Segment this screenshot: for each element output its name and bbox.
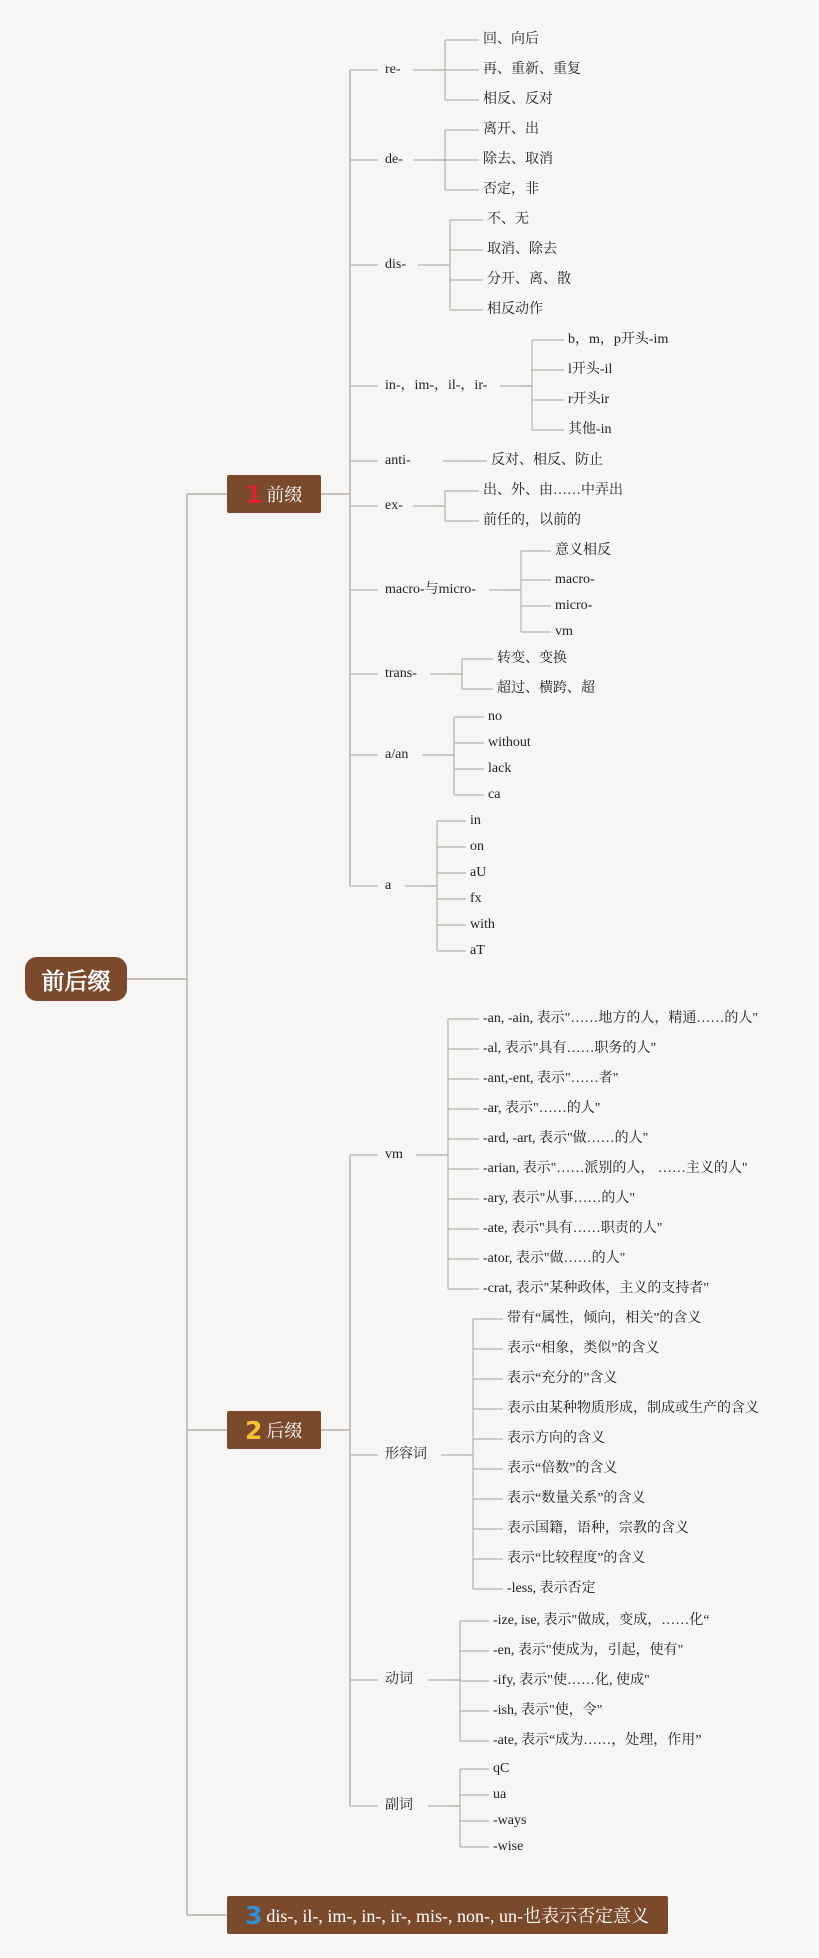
prefixes-child[interactable]: 离开、出 bbox=[483, 122, 539, 137]
prefixes-node[interactable]: a/an bbox=[385, 747, 409, 762]
prefixes-node[interactable]: de- bbox=[385, 152, 403, 167]
prefixes-child[interactable]: aU bbox=[470, 865, 487, 880]
suffixes-child[interactable]: ua bbox=[493, 1787, 507, 1802]
prefixes-child[interactable]: aT bbox=[470, 943, 485, 958]
prefixes-node[interactable]: macro-与micro- bbox=[385, 582, 476, 597]
prefixes-child[interactable]: 超过、横跨、超 bbox=[497, 681, 595, 696]
suffixes-child[interactable]: -ish, 表示"使，令" bbox=[493, 1703, 603, 1718]
prefixes-child[interactable]: no bbox=[488, 709, 502, 724]
suffixes-child[interactable]: 表示“数量关系”的含义 bbox=[507, 1491, 646, 1506]
number-2-icon: 2 bbox=[245, 1415, 263, 1445]
suffixes-child[interactable]: -an, -ain, 表示"……地方的人，精通……的人" bbox=[483, 1011, 759, 1026]
suffixes-child[interactable]: -ize, ise, 表示"做成，变成，……化“ bbox=[493, 1613, 710, 1628]
suffixes-node[interactable]: 动词 bbox=[385, 1672, 413, 1687]
prefixes-child[interactable]: macro- bbox=[555, 572, 595, 587]
prefixes-child[interactable]: 意义相反 bbox=[555, 543, 611, 558]
prefixes-child[interactable]: 反对、相反、防止 bbox=[491, 453, 603, 468]
category-label: 后缀 bbox=[266, 1421, 303, 1441]
prefixes-child[interactable]: 回、向后 bbox=[483, 32, 539, 47]
suffixes-child[interactable]: -wise bbox=[493, 1839, 524, 1854]
prefixes-child[interactable]: 前任的，以前的 bbox=[483, 513, 581, 528]
prefixes-child[interactable]: 再、重新、重复 bbox=[483, 62, 581, 77]
suffixes-child[interactable]: -en, 表示"使成为，引起，使有" bbox=[493, 1643, 684, 1658]
suffixes-child[interactable]: 表示由某种物质形成，制成或生产的含义 bbox=[507, 1401, 759, 1416]
prefixes-child[interactable]: fx bbox=[470, 891, 482, 906]
prefixes-child[interactable]: 转变、变换 bbox=[497, 651, 567, 666]
suffixes-child[interactable]: -arian, 表示"……派别的人， ……主义的人" bbox=[483, 1161, 748, 1176]
suffixes-child[interactable]: -ways bbox=[493, 1813, 527, 1828]
suffixes-child[interactable]: -ate, 表示“成为……，处理，作用” bbox=[493, 1733, 702, 1748]
suffixes-child[interactable]: -ate, 表示"具有……职责的人" bbox=[483, 1221, 663, 1236]
number-3-icon: 3 bbox=[245, 1900, 263, 1930]
prefixes-child[interactable]: 出、外、由……中弄出 bbox=[483, 483, 623, 498]
category-negation[interactable] bbox=[227, 1896, 668, 1934]
category-label: 前缀 bbox=[266, 485, 303, 505]
prefixes-child[interactable]: 相反、反对 bbox=[483, 92, 553, 107]
prefixes-node[interactable]: re- bbox=[385, 62, 401, 77]
prefixes-child[interactable]: without bbox=[488, 735, 531, 750]
suffixes-child[interactable]: -ar, 表示"……的人" bbox=[483, 1101, 601, 1116]
prefixes-node[interactable]: dis- bbox=[385, 257, 406, 272]
suffixes-child[interactable]: -less, 表示否定 bbox=[507, 1581, 596, 1596]
suffixes-child[interactable]: 表示“相象，类似”的含义 bbox=[507, 1341, 660, 1356]
suffixes-child[interactable]: 带有“属性，倾向，相关”的含义 bbox=[507, 1311, 702, 1326]
prefixes-child[interactable]: in bbox=[470, 813, 481, 828]
suffixes-child[interactable]: -ant,-ent, 表示"……者" bbox=[483, 1071, 619, 1086]
prefixes-child[interactable]: lack bbox=[488, 761, 512, 776]
suffixes-child[interactable]: 表示“充分的”含义 bbox=[507, 1371, 618, 1386]
suffixes-child[interactable]: 表示国籍，语种，宗教的含义 bbox=[507, 1521, 689, 1536]
prefixes-child[interactable]: micro- bbox=[555, 598, 593, 613]
suffixes-child[interactable]: -ard, -art, 表示"做……的人" bbox=[483, 1131, 649, 1146]
prefixes-child[interactable]: vm bbox=[555, 624, 573, 639]
prefixes-child[interactable]: r开头ir bbox=[568, 392, 610, 407]
prefixes-child[interactable]: on bbox=[470, 839, 484, 854]
suffixes-node[interactable]: vm bbox=[385, 1147, 403, 1162]
suffixes-child[interactable]: -ify, 表示"使……化, 使成" bbox=[493, 1673, 650, 1688]
suffixes-child[interactable]: -ator, 表示"做……的人" bbox=[483, 1251, 626, 1266]
number-1-icon: 1 bbox=[245, 479, 263, 509]
suffixes-child[interactable]: 表示“倍数”的含义 bbox=[507, 1461, 618, 1476]
prefixes-node[interactable]: ex- bbox=[385, 498, 403, 513]
root-label: 前后缀 bbox=[41, 968, 111, 995]
suffixes-node[interactable]: 形容词 bbox=[385, 1447, 427, 1462]
suffixes-child[interactable]: 表示方向的含义 bbox=[507, 1431, 605, 1446]
category-suffix[interactable] bbox=[227, 1411, 321, 1449]
root-node[interactable] bbox=[25, 957, 127, 1001]
prefixes-child[interactable]: 取消、除去 bbox=[487, 242, 557, 257]
prefixes-node[interactable]: trans- bbox=[385, 666, 417, 681]
suffixes-node[interactable]: 副词 bbox=[385, 1798, 413, 1813]
prefixes-child[interactable]: 其他-in bbox=[568, 422, 612, 437]
suffixes-child[interactable]: -crat, 表示"某种政体，主义的支持者" bbox=[483, 1281, 710, 1296]
prefixes-child[interactable]: l开头-il bbox=[568, 362, 613, 377]
prefixes-node[interactable]: a bbox=[385, 878, 392, 893]
suffixes-child[interactable]: qC bbox=[493, 1761, 510, 1776]
prefixes-child[interactable]: b，m，p开头-im bbox=[568, 332, 669, 347]
prefixes-child[interactable]: ca bbox=[488, 787, 501, 802]
prefixes-child[interactable]: 不、无 bbox=[487, 212, 529, 227]
prefixes-child[interactable]: 分开、离、散 bbox=[487, 272, 571, 287]
suffixes-child[interactable]: -ary, 表示"从事……的人" bbox=[483, 1191, 636, 1206]
prefixes-child[interactable]: with bbox=[470, 917, 495, 932]
prefixes-node[interactable]: in-，im-，il-，ir- bbox=[385, 378, 488, 393]
prefixes-child[interactable]: 相反动作 bbox=[487, 302, 543, 317]
prefixes-child[interactable]: 除去、取消 bbox=[483, 152, 553, 167]
suffixes-child[interactable]: 表示“比较程度”的含义 bbox=[507, 1551, 646, 1566]
prefixes-child[interactable]: 否定，非 bbox=[483, 182, 539, 197]
category-label: dis-, il-, im-, in-, ir-, mis-, non-, un-也表示否定意义 bbox=[266, 1906, 650, 1926]
prefixes-node[interactable]: anti- bbox=[385, 453, 411, 468]
suffixes-child[interactable]: -al, 表示"具有……职务的人" bbox=[483, 1041, 657, 1056]
category-prefix[interactable] bbox=[227, 475, 321, 513]
